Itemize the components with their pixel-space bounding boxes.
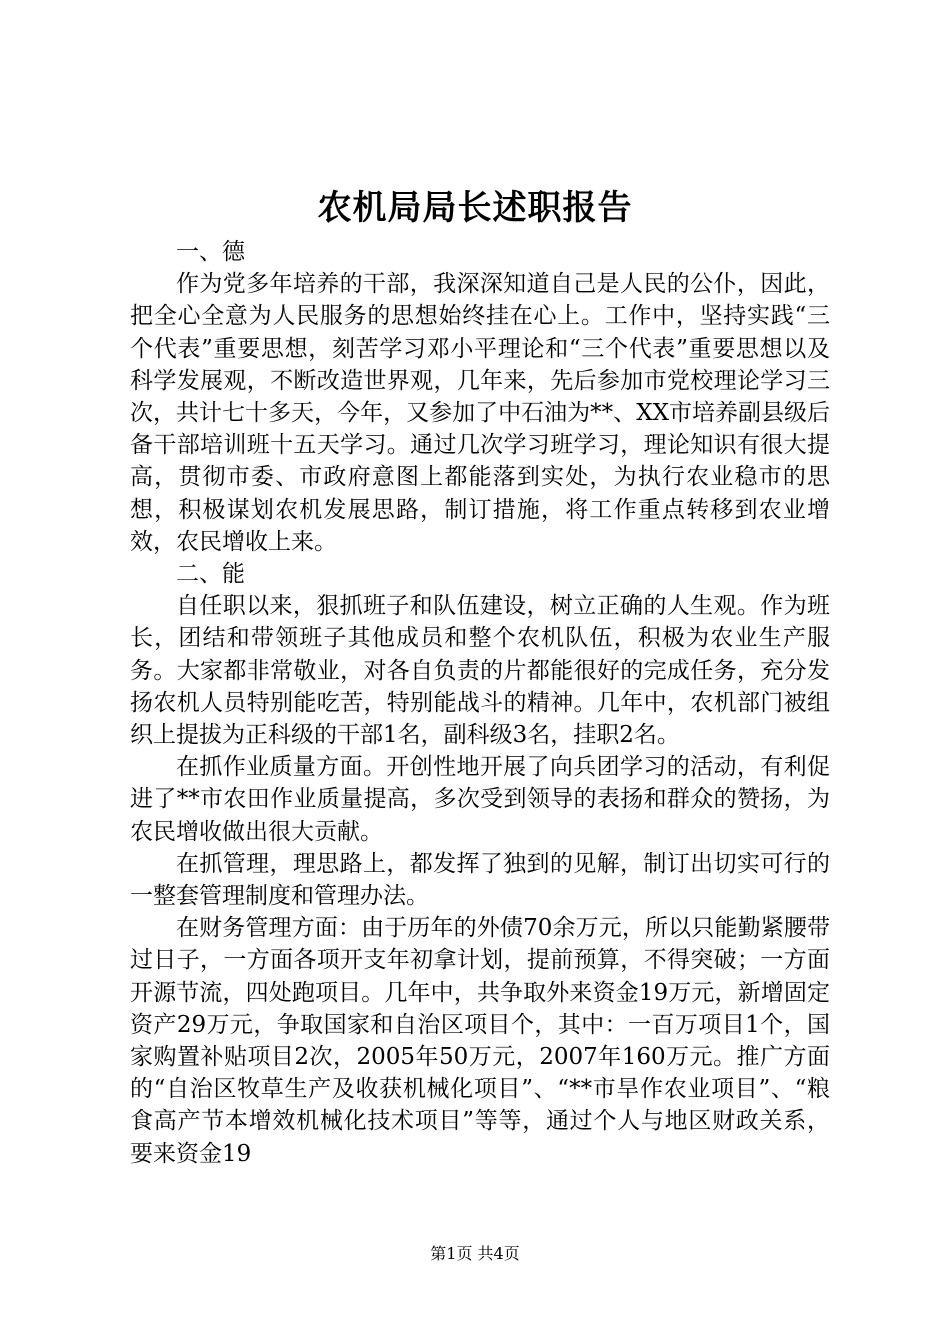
- paragraph: 在抓管理，理思路上，都发挥了独到的见解，制订出切实可行的一整套管理制度和管理办法。: [130, 850, 830, 910]
- document-body: [130, 236, 830, 1170]
- paragraph: 自任职以来，狠抓班子和队伍建设，树立正确的人生观。作为班长，团结和带领班子其他成员和整个农机队伍，积极为农业生产服务。大家都非常敬业，对各自负责的片都能很好的完成任务，充分发扬农机人员特别能吃苦，特别能战斗的精神。几年中，农机部门被组织上提拔为正科级的干部1名，副科级3名，挂职2名。: [130, 593, 830, 749]
- section-heading-neng: 二、能: [176, 561, 245, 588]
- paragraph: 在财务管理方面：由于历年的外债70余万元，所以只能勤紧腰带过日子，一方面各项开支年初拿计划，提前预算，不得突破；一方面开源节流，四处跑项目。几年中，共争取外来资金19万元，新增固定资产29万元，争取国家和自治区项目个，其中：一百万项目1个，国家购置补贴项目2次，2005年50万元，2007年160万元。推广方面的“自治区牧草生产及收获机械化项目”、“**市旱作农业项目”、“粮食高产节本增效机械化技术项目”等等，通过个人与地区财政关系，要来资金19: [130, 915, 830, 1167]
- page-footer: 第1页 共4页: [430, 1244, 520, 1263]
- section-heading-de: 一、德: [176, 239, 245, 265]
- paragraph: 在抓作业质量方面。开创性地开展了向兵团学习的活动，有利促进了**市农田作业质量提高，多次受到领导的表扬和群众的赞扬，为农民增收做出很大贡献。: [130, 754, 830, 845]
- paragraph: 作为党多年培养的干部，我深深知道自己是人民的公仆，因此，把全心全意为人民服务的思想始终挂在心上。工作中，坚持实践“三个代表”重要思想，刻苦学习邓小平理论和“三个代表”重要思想以及科学发展观，不断改造世界观，几年来，先后参加市党校理论学习三次，共计七十多天，今年，又参加了中石油为**、XX市培养副县级后备干部培训班十五天学习。通过几次学习班学习，理论知识有很大提高，贯彻市委、市政府意图上都能落到实处，为执行农业稳市的思想，积极谋划农机发展思路，制订措施，将工作重点转移到农业增效，农民增收上来。: [130, 271, 830, 555]
- document-title: 农机局局长述职报告: [317, 188, 633, 228]
